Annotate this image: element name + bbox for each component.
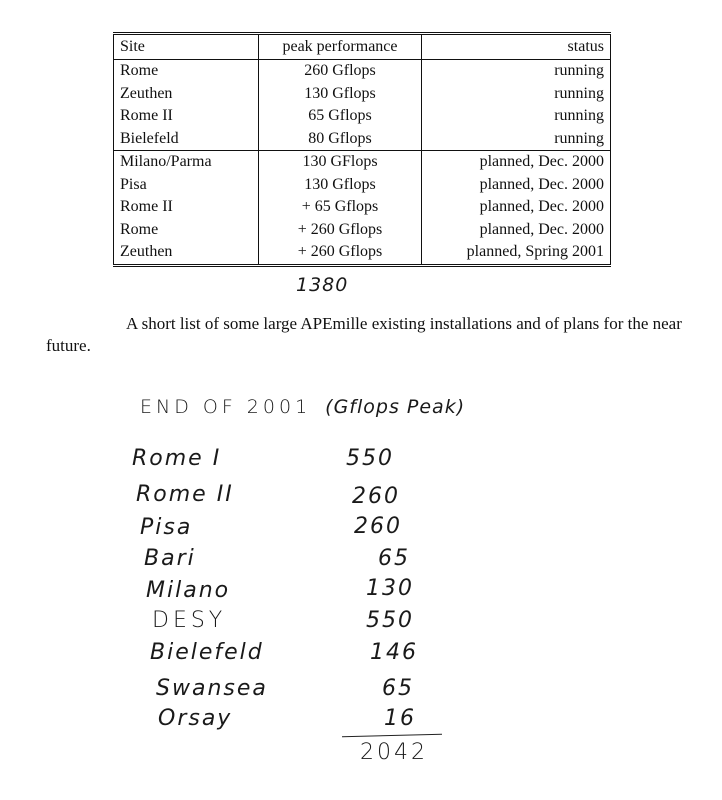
handwritten-value: 550 — [346, 446, 394, 471]
cell-performance: + 260 Gflops — [259, 241, 422, 264]
cell-performance: 80 Gflops — [259, 128, 422, 151]
handwritten-value: 146 — [370, 640, 418, 665]
table-row — [114, 83, 611, 106]
table-row — [114, 219, 611, 242]
table-caption: A short list of some large APEmille existing installations and of plans for the near future. — [46, 314, 682, 355]
handwritten-list-item — [144, 546, 196, 571]
handwritten-list-item — [152, 608, 226, 633]
handwritten-sum: 1380 — [296, 274, 349, 296]
handwritten-site: Bari — [144, 546, 196, 571]
cell-status: planned, Spring 2001 — [422, 241, 611, 264]
cell-site: Pisa — [114, 174, 259, 197]
handwritten-title-text: END OF 2001 — [140, 396, 312, 418]
handwritten-site: Orsay — [158, 706, 233, 731]
cell-status: running — [422, 128, 611, 151]
handwritten-list-item — [156, 676, 268, 701]
header-site: Site — [114, 35, 259, 60]
table-row — [114, 174, 611, 197]
handwritten-site: Rome II — [136, 482, 234, 507]
handwritten-value: 65 — [382, 676, 414, 701]
cell-performance: + 65 Gflops — [259, 196, 422, 219]
cell-performance: 130 GFlops — [259, 151, 422, 174]
handwritten-list-title — [140, 396, 465, 418]
handwritten-list-item — [158, 706, 232, 731]
installations-table-frame — [113, 32, 611, 267]
cell-status: running — [422, 83, 611, 106]
cell-site: Rome II — [114, 196, 259, 219]
cell-status: planned, Dec. 2000 — [422, 219, 611, 242]
cell-performance: 260 Gflops — [259, 60, 422, 83]
cell-site: Rome — [114, 219, 259, 242]
cell-site: Milano/Parma — [114, 151, 259, 174]
header-peak-performance: peak performance — [259, 35, 422, 60]
handwritten-list-item — [146, 578, 230, 603]
handwritten-site: Pisa — [140, 515, 193, 540]
table-row — [114, 151, 611, 174]
cell-performance: 130 Gflops — [259, 174, 422, 197]
table-row — [114, 128, 611, 151]
cell-status: planned, Dec. 2000 — [422, 196, 611, 219]
cell-status: planned, Dec. 2000 — [422, 174, 611, 197]
cell-site: Zeuthen — [114, 241, 259, 264]
table-row — [114, 196, 611, 219]
cell-status: running — [422, 60, 611, 83]
handwritten-value: 550 — [366, 608, 414, 633]
handwritten-value: 16 — [384, 706, 416, 731]
handwritten-total: 2042 — [360, 740, 428, 765]
handwritten-list-item — [140, 515, 192, 540]
header-status: status — [422, 35, 611, 60]
handwritten-list-item — [136, 482, 234, 507]
cell-site: Zeuthen — [114, 83, 259, 106]
handwritten-list-item — [132, 446, 221, 471]
handwritten-site: Bielefeld — [150, 640, 264, 665]
cell-performance: 130 Gflops — [259, 83, 422, 106]
handwritten-list-item — [150, 640, 264, 665]
handwritten-value: 130 — [366, 576, 414, 601]
cell-performance: + 260 Gflops — [259, 219, 422, 242]
cell-status: running — [422, 105, 611, 128]
handwritten-value: 260 — [354, 514, 402, 539]
installations-table — [113, 35, 611, 264]
handwritten-site: Milano — [146, 578, 231, 603]
handwritten-value: 65 — [378, 546, 410, 571]
handwritten-value: 260 — [352, 484, 400, 509]
sum-underline — [342, 734, 442, 738]
cell-site: Rome — [114, 60, 259, 83]
cell-site: Bielefeld — [114, 128, 259, 151]
table-row — [114, 241, 611, 264]
handwritten-site: Swansea — [156, 676, 268, 701]
table-header-row — [114, 35, 611, 60]
cell-status: planned, Dec. 2000 — [422, 151, 611, 174]
handwritten-site: Rome I — [132, 446, 222, 471]
cell-performance: 65 Gflops — [259, 105, 422, 128]
table-row — [114, 105, 611, 128]
handwritten-title-unit: (Gflops Peak) — [325, 396, 466, 418]
cell-site: Rome II — [114, 105, 259, 128]
handwritten-site: DESY — [152, 608, 227, 633]
table-row — [114, 60, 611, 83]
